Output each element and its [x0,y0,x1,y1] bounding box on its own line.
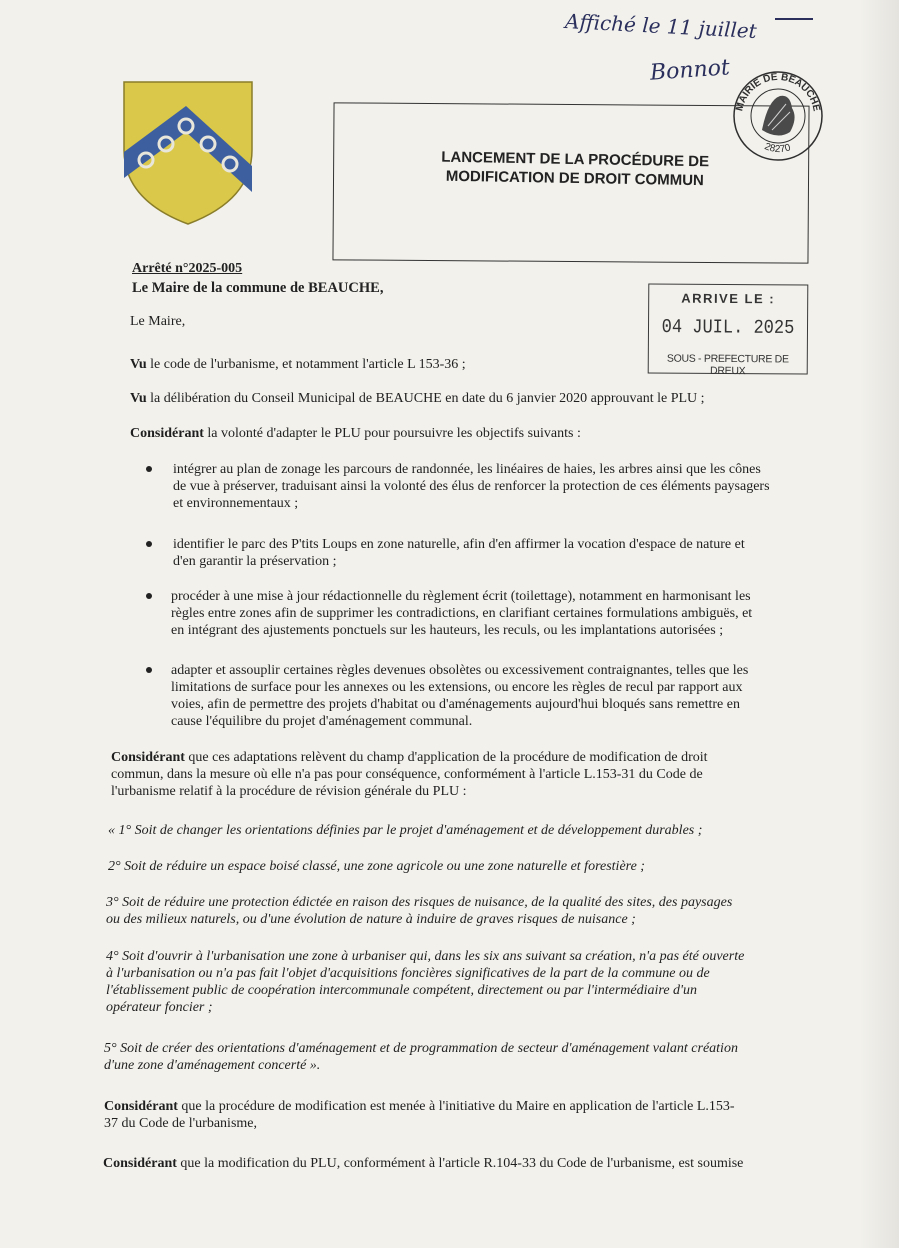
le-maire-line: Le Maire, [130,314,186,329]
case-4-line: 4° Soit d'ouvrir à l'urbanisation une zone à urbaniser qui, dans les six ans suivant sa création, n'a pas été ouverte [106,949,745,964]
bullet-4-line: adapter et assouplir certaines règles devenues obsolètes ou excessivement contraignantes, telles que les [171,663,749,678]
considerant-2-line: commun, dans la mesure où elle n'a pas pour conséquence, conformément à l'article L.153-31 du Code de [111,767,703,782]
stamp-date: 04 JUIL. 2025 [661,317,795,340]
document-title [415,147,736,191]
considerant-3-line: que la procédure de modification est menée à l'initiative du Maire en application de l'article L.153- [181,1099,735,1114]
case-2 [108,858,645,875]
considerant-paragraph-3 [104,1098,735,1132]
coat-of-arms-icon [122,80,254,226]
vu-text-2: la délibération du Conseil Municipal de BEAUCHE en date du 6 janvier 2020 approuvant le PLU ; [150,391,705,406]
considerant-3-line: 37 du Code de l'urbanisme, [104,1116,257,1131]
handwritten-signature: Bonnot [649,55,731,86]
vu-text-1: le code de l'urbanisme, et notamment l'article L 153-36 ; [150,357,466,372]
bullet-dot [146,667,152,673]
stamp-office: SOUS - PREFECTURE DE DREUX [666,352,789,378]
title-line-2: MODIFICATION DE DROIT COMMUN [445,167,704,190]
considerant-text-4: que la modification du PLU, conformément à l'article R.104-33 du Code de l'urbanisme, est soumise [180,1156,744,1171]
case-4 [106,948,744,1016]
considerant-2-line: que ces adaptations relèvent du champ d'application de la procédure de modification de droit [188,750,708,765]
case-4-line: opérateur foncier ; [106,1000,213,1015]
vu-paragraph-1 [130,356,466,373]
vu-lead-2: Vu [130,391,147,406]
arrival-stamp [648,283,809,378]
title-line-1: LANCEMENT DE LA PROCÉDURE DE [441,148,710,171]
bullet-1-line: intégrer au plan de zonage les parcours de randonnée, les linéaires de haies, les arbres ainsi que les cônes [173,462,761,477]
considerant-lead-3: Considérant [104,1099,178,1114]
case-1 [108,822,702,839]
stamp-label: ARRIVE LE : [681,290,776,307]
bullet-2-line: identifier le parc des P'tits Loups en zone naturelle, afin d'en affirmer la vocation d'espace de nature et [173,537,745,552]
bullet-item-4 [171,662,748,730]
case-5-line: d'une zone d'aménagement concerté ». [104,1058,321,1073]
seal-top-text: MAIRIE DE BEAUCHE [734,71,822,113]
bullet-1-line: et environnementaux ; [173,496,299,511]
case-5 [104,1040,738,1074]
bullet-item-3 [171,588,752,639]
case-4-line: l'établissement public de coopération intercommunale compétent, directement ou par l'intermédiaire d'un [106,983,698,998]
bullet-item-1 [173,461,770,512]
considerant-lead-1: Considérant [130,426,204,441]
seal-bottom-text: 28270 [762,141,792,156]
considerant-paragraph-2 [111,749,811,800]
maire-heading: Le Maire de la commune de BEAUCHE, [132,280,384,296]
bullet-3-line: en intégrant des ajustements ponctuels sur les hauteurs, les reculs, ou les implantations autorisées ; [171,623,724,638]
bullet-2-line: d'en garantir la préservation ; [173,554,337,569]
considerant-paragraph-4 [103,1155,743,1172]
case-1-line: « 1° Soit de changer les orientations définies par le projet d'aménagement et de développement durables ; [108,823,703,838]
bullet-4-line: voies, afin de permettre des projets d'habitat ou d'aménagements aujourd'hui bloqués sans remettre en [171,697,740,712]
case-5-line: 5° Soit de créer des orientations d'aménagement et de programmation de secteur d'aménagement valant création [104,1041,738,1056]
handwritten-posting-note: Affiché le 11 juillet [564,8,758,44]
bullet-dot [146,593,152,599]
case-2-line: 2° Soit de réduire un espace boisé classé, une zone agricole ou une zone naturelle et forestière ; [108,859,645,874]
case-3-line: ou des milieux naturels, ou d'une évolution de nature à induire de graves risques de nuisance ; [106,912,636,927]
bullet-dot [146,466,152,472]
considerant-lead-2: Considérant [111,750,185,765]
bullet-1-line: de vue à préserver, traduisant ainsi la volonté des élus de renforcer la protection de ces éléments paysagers [173,479,770,494]
considerant-lead-4: Considérant [103,1156,177,1171]
bullet-3-line: règles entre zones afin de supprimer les contradictions, en clarifiant certaines formulations ambiguës, et [171,606,753,621]
bullet-4-line: limitations de surface pour les annexes ou les extensions, ou encore les règles de recul par rapport aux [171,680,743,695]
vu-lead-1: Vu [130,357,147,372]
arrete-number: Arrêté n°2025-005 [132,261,243,276]
bullet-dot [146,541,152,547]
case-3-line: 3° Soit de réduire une protection édictée en raison des risques de nuisance, de la qualité des sites, des paysages [106,895,733,910]
bullet-item-2 [173,536,745,570]
considerant-2-line: l'urbanisme relatif à la procédure de révision générale du PLU : [111,784,467,799]
bullet-4-line: cause l'équilibre du projet d'aménagement communal. [171,714,473,729]
vu-paragraph-2 [130,390,705,407]
page-shadow [859,0,899,1248]
handwritten-dash [775,18,813,20]
bullet-3-line: procéder à une mise à jour rédactionnelle du règlement écrit (toilettage), notamment en harmonisant les [171,589,751,604]
mairie-seal [728,60,824,164]
case-4-line: à l'urbanisation ou n'a pas fait l'objet d'acquisitions foncières significatives de la part de la commune ou de [106,966,710,981]
case-3 [106,894,732,928]
considerant-text-1: la volonté d'adapter le PLU pour poursuivre les objectifs suivants : [207,426,581,441]
considerant-paragraph-1 [130,425,581,442]
